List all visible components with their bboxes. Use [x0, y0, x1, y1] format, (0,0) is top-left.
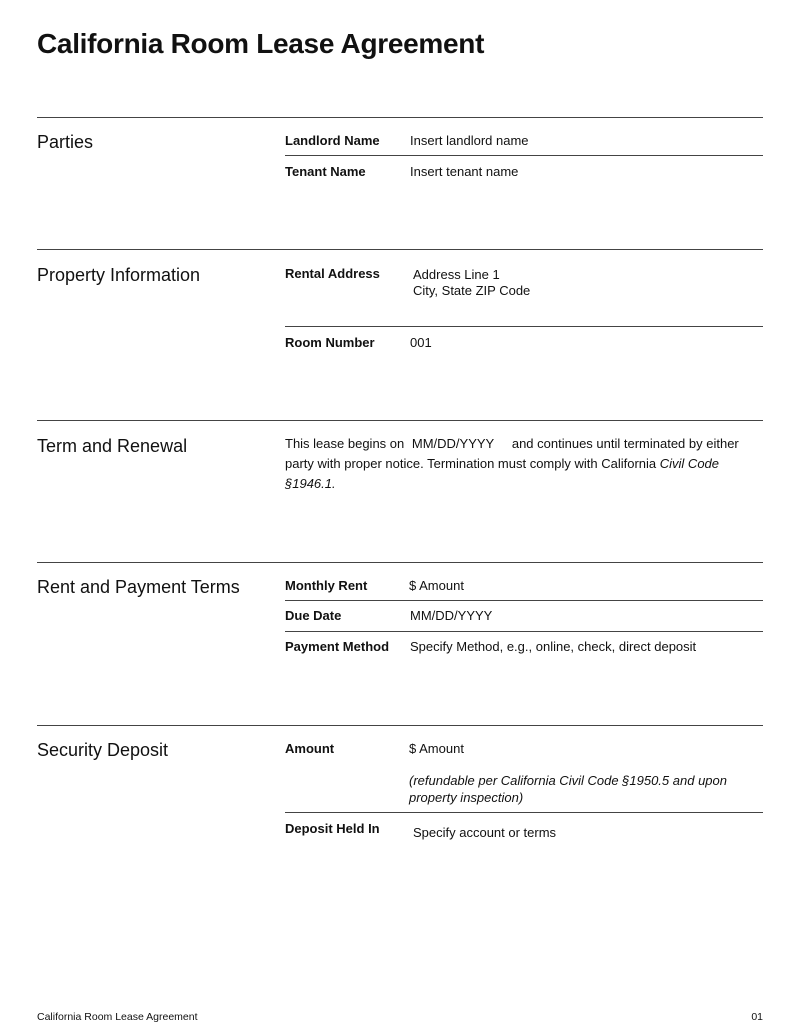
rental-address-label: Rental Address — [285, 266, 380, 281]
page-number: 01 — [751, 1011, 763, 1023]
address-line-1: Address Line 1 — [413, 267, 500, 282]
section-divider — [37, 117, 763, 118]
section-divider — [37, 249, 763, 250]
document-title: California Room Lease Agreement — [37, 28, 485, 59]
parties-heading: Parties — [37, 132, 94, 152]
room-number-label: Room Number — [285, 335, 375, 350]
term-paragraph — [285, 434, 763, 494]
address-line-2: City, State ZIP Code — [413, 283, 531, 298]
due-date-label: Due Date — [285, 608, 342, 623]
landlord-name-label: Landlord Name — [285, 133, 380, 148]
row-divider — [285, 600, 763, 601]
deposit-held-in-label: Deposit Held In — [285, 821, 380, 836]
row-divider — [285, 326, 763, 327]
section-divider — [37, 562, 763, 563]
section-divider — [37, 420, 763, 421]
row-divider — [285, 155, 763, 156]
payment-method-value: Specify Method, e.g., online, check, direct deposit — [410, 639, 697, 654]
term-citation: Civil Code §1946.1. — [285, 456, 720, 491]
term-text-after: and continues until terminated by either party with proper notice. Termination must comply with California — [285, 436, 739, 471]
landlord-name-value: Insert landlord name — [410, 133, 529, 148]
row-divider — [285, 631, 763, 632]
deposit-amount-value: $ Amount — [409, 741, 464, 756]
term-and-renewal-heading: Term and Renewal — [37, 436, 188, 456]
payment-method-label: Payment Method — [285, 639, 390, 654]
term-text-before: This lease begins on — [285, 436, 405, 451]
tenant-name-value: Insert tenant name — [410, 164, 519, 179]
security-deposit-heading: Security Deposit — [37, 740, 169, 760]
tenant-name-label: Tenant Name — [285, 164, 366, 179]
monthly-rent-label: Monthly Rent — [285, 578, 368, 593]
deposit-held-in-value: Specify account or terms — [413, 825, 557, 840]
deposit-note-line-2: property inspection) — [409, 790, 524, 805]
monthly-rent-value: $ Amount — [409, 578, 464, 593]
deposit-amount-label: Amount — [285, 741, 335, 756]
footer-document-title: California Room Lease Agreement — [37, 1011, 198, 1023]
row-divider — [285, 812, 763, 813]
room-number-value: 001 — [410, 335, 432, 350]
due-date-value: MM/DD/YYYY — [410, 608, 493, 623]
rent-and-payment-heading: Rent and Payment Terms — [37, 577, 240, 597]
lease-start-date: MM/DD/YYYY — [411, 436, 495, 451]
property-information-heading: Property Information — [37, 265, 201, 285]
section-divider — [37, 725, 763, 726]
deposit-note-line-1: (refundable per California Civil Code §1950.5 and upon — [409, 773, 727, 788]
